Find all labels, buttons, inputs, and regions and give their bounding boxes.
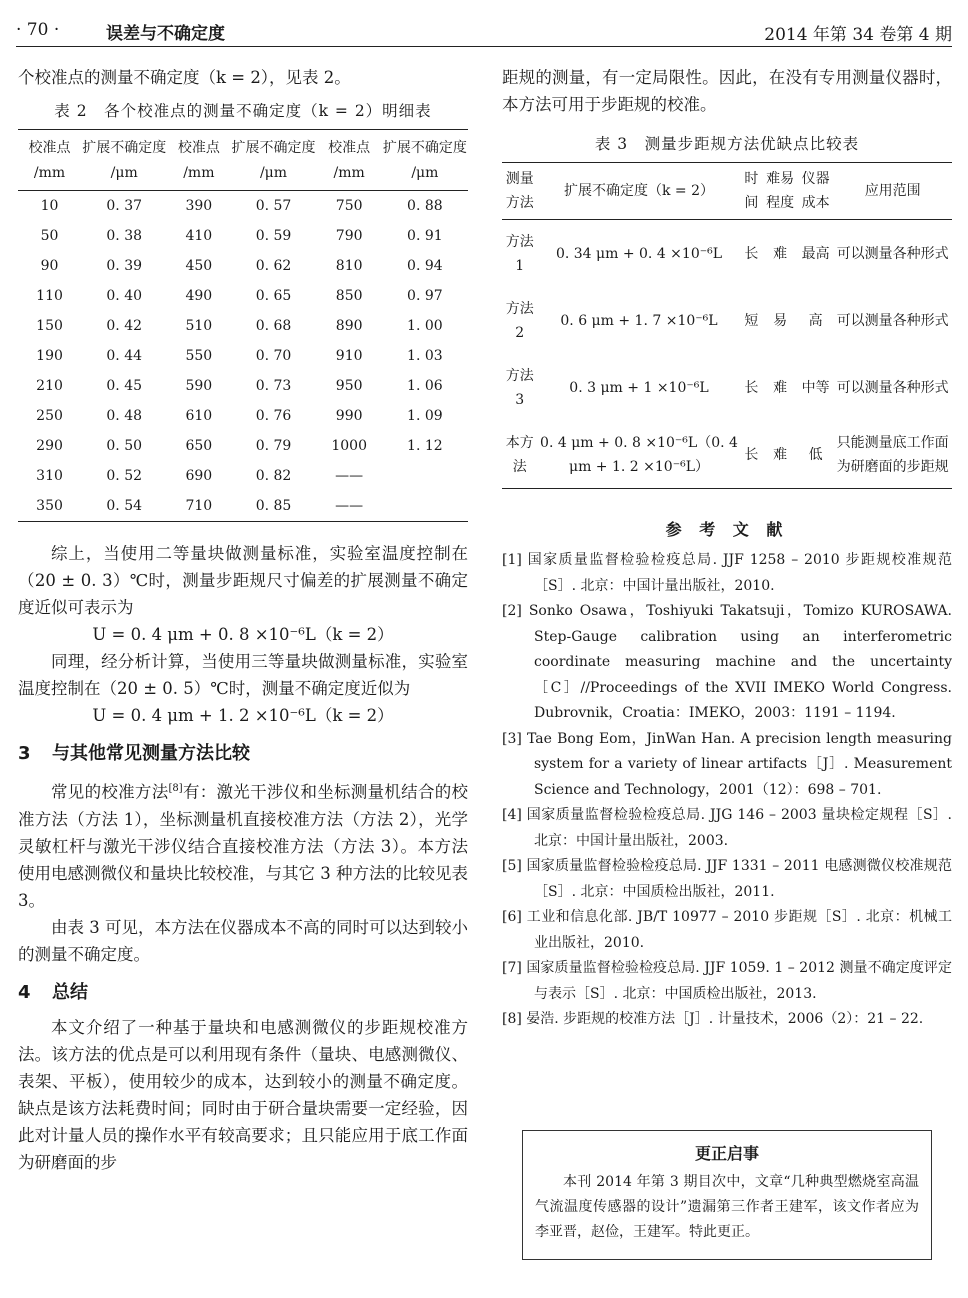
table-cell: 0. 65 xyxy=(255,288,292,304)
table-row xyxy=(18,251,468,281)
paragraph: 同理，经分析计算，当使用三等量块做测量标准，实验室温度控制在（20 ± 0. 5）℃时，测量不确定度近似为 xyxy=(18,652,468,698)
table-cell: 790 xyxy=(335,228,363,244)
table-cell: 0. 73 xyxy=(255,378,292,394)
table-cell: 650 xyxy=(185,438,213,454)
table-cell: 610 xyxy=(185,408,213,424)
table-cell: 990 xyxy=(335,408,363,424)
table-cell: 390 xyxy=(185,198,213,214)
table-row xyxy=(18,191,468,222)
table-cell: 550 xyxy=(185,348,213,364)
table3-header: 扩展不确定度（k = 2） xyxy=(538,163,741,220)
table-cell: 方法 3 xyxy=(505,367,534,408)
table3-caption: 表 3 测量步距规方法优缺点比较表 xyxy=(594,135,860,153)
table-cell: 590 xyxy=(185,378,213,394)
table-cell: 可以测量各种形式 xyxy=(836,245,949,262)
formula-1: U = 0. 4 μm + 0. 8 ×10⁻⁶L（k = 2） xyxy=(92,625,394,644)
table-cell: 0. 48 xyxy=(106,408,143,424)
table-cell: 0. 3 μm + 1 ×10⁻⁶L xyxy=(569,379,709,396)
table-cell: 方法 1 xyxy=(505,233,534,274)
table-cell: 890 xyxy=(335,318,363,334)
reference-item: [3] Tae Bong Eom，JinWan Han. A precision length measuring system for a variety of linear artifacts［J］. Measurement Science and Technology，2001（12）：698 – 701. xyxy=(502,730,952,798)
table-row xyxy=(18,221,468,251)
table-cell xyxy=(382,491,468,522)
table-row xyxy=(502,354,952,421)
table-cell: 210 xyxy=(36,378,63,394)
table-row xyxy=(18,341,468,371)
table-cell: 0. 57 xyxy=(255,198,292,214)
table-cell: 0. 94 xyxy=(407,258,443,274)
issue-info: 2014 年第 34 卷第 4 期 xyxy=(764,25,952,45)
table3-header: 仪器成本 xyxy=(798,163,834,220)
table-row xyxy=(18,311,468,341)
table-cell: 350 xyxy=(36,498,63,514)
paragraph: 综上，当使用二等量块做测量标准，实验室温度控制在（20 ± 0. 3）℃时，测量步距规尺寸偏差的扩展测量不确定度近似可表示为 xyxy=(18,544,468,617)
table2-header: 校准点 /mm xyxy=(317,130,382,191)
table-cell: 方法 2 xyxy=(505,300,534,341)
table-cell: 710 xyxy=(185,498,213,514)
table3-header: 时间 xyxy=(740,163,762,220)
table-cell: 0. 97 xyxy=(407,288,443,304)
table-cell: 450 xyxy=(185,258,213,274)
table-row xyxy=(18,401,468,431)
table-cell: 750 xyxy=(335,198,363,214)
table-cell: 110 xyxy=(36,288,63,304)
table-cell: 150 xyxy=(36,318,63,334)
table-cell: 190 xyxy=(36,348,63,364)
paragraph: 个校准点的测量不确定度（k = 2），见表 2。 xyxy=(18,68,351,87)
table-cell: 0. 34 μm + 0. 4 ×10⁻⁶L xyxy=(555,245,723,262)
table2-header: 校准点 /mm xyxy=(18,130,81,191)
table-cell: 0. 76 xyxy=(255,408,292,424)
table2-header: 扩展不确定度 /μm xyxy=(230,130,316,191)
table-row xyxy=(18,281,468,311)
table-cell: 0. 50 xyxy=(106,438,143,454)
paragraph: 由表 3 可见，本方法在仪器成本不高的同时可以达到较小的测量不确定度。 xyxy=(18,917,468,964)
table-cell: 0. 54 xyxy=(106,498,143,514)
table-cell: 0. 70 xyxy=(255,348,292,364)
left-column xyxy=(18,64,468,1176)
table-cell: 850 xyxy=(335,288,363,304)
table-cell: 0. 59 xyxy=(255,228,292,244)
table3-header: 难易程度 xyxy=(762,163,798,220)
table-cell: 0. 45 xyxy=(106,378,143,394)
table-cell: 50 xyxy=(40,228,59,244)
table-cell: 310 xyxy=(36,468,63,484)
section-3-heading: 3 与其他常见测量方法比较 xyxy=(18,743,250,764)
table-row xyxy=(18,431,468,461)
reference-item: [8] 晏浩. 步距规的校准方法［J］. 计量技术，2006（2）：21 – 22. xyxy=(502,1011,924,1027)
page-number: · 70 · xyxy=(16,20,60,40)
table-cell xyxy=(382,461,468,491)
table-cell: 可以测量各种形式 xyxy=(836,312,949,329)
reference-item: [6] 工业和信息化部. JB/T 10977 – 2010 步距规［S］. 北京：机械工业出版社，2010. xyxy=(502,909,952,951)
table2-caption: 表 2 各个校准点的测量不确定度（k = 2）明细表 xyxy=(54,102,432,120)
table-cell: 0. 88 xyxy=(407,198,443,214)
table-cell: 难 xyxy=(773,245,788,262)
table3-header: 测量方法 xyxy=(502,163,538,220)
table-cell: —— xyxy=(335,498,364,514)
table-cell: 0. 91 xyxy=(407,228,443,244)
references-title: 参 考 文 献 xyxy=(665,520,789,539)
table-cell: 0. 68 xyxy=(255,318,292,334)
table-cell: 高 xyxy=(808,312,823,329)
table-cell: 490 xyxy=(185,288,213,304)
table-row xyxy=(18,371,468,401)
right-column xyxy=(502,64,952,1033)
table-cell: 难 xyxy=(773,446,788,463)
table-cell: 只能测量底工作面为研磨面的步距规 xyxy=(836,434,949,475)
table-cell: 0. 40 xyxy=(106,288,143,304)
table-cell: 950 xyxy=(335,378,363,394)
table-cell: 本方法 xyxy=(505,434,534,475)
table-cell: 0. 44 xyxy=(106,348,143,364)
table-cell: 0. 37 xyxy=(106,198,143,214)
table-cell: 0. 4 μm + 0. 8 ×10⁻⁶L（0. 4 μm + 1. 2 ×10⁻⁶L） xyxy=(540,434,738,475)
table-cell: 1000 xyxy=(331,438,367,454)
table-cell: 90 xyxy=(40,258,59,274)
table2-header: 扩展不确定度 /μm xyxy=(81,130,167,191)
table-cell: 难 xyxy=(773,379,788,396)
table-cell: 690 xyxy=(185,468,213,484)
table-cell: 0. 42 xyxy=(106,318,143,334)
reference-item: [5] 国家质量监督检验检疫总局. JJF 1331 – 2011 电感测微仪校准规范［S］. 北京：中国质检出版社，2011. xyxy=(502,858,952,900)
table-cell: 1. 09 xyxy=(407,408,443,424)
table-cell: 1. 00 xyxy=(407,318,443,334)
table-cell: 0. 82 xyxy=(255,468,292,484)
paragraph: 本文介绍了一种基于量块和电感测微仪的步距规校准方法。该方法的优点是可以利用现有条件（量块、电感测微仪、表架、平板），使用较少的成本，达到较小的测量不确定度。缺点是该方法耗费时间；同时由于研合量块需要一定经验，因此对计量人员的操作水平有较高要求；且只能应用于底工作面为研磨面的步 xyxy=(18,1017,468,1172)
reference-item: [1] 国家质量监督检验检疫总局. JJF 1258 – 2010 步距规校准规范［S］. 北京：中国计量出版社，2010. xyxy=(502,552,952,594)
paragraph: 距规的测量，有一定局限性。因此，在没有专用测量仪器时，本方法可用于步距规的校准。 xyxy=(502,68,952,114)
table-cell: 0. 6 μm + 1. 7 ×10⁻⁶L xyxy=(560,312,718,329)
references-list xyxy=(502,548,952,1033)
table-cell: 1. 12 xyxy=(407,438,443,454)
reference-item: [7] 国家质量监督检验检疫总局. JJF 1059. 1 – 2012 测量不确定度评定与表示［S］. 北京：中国质检出版社，2013. xyxy=(502,960,952,1002)
reference-item: [2] Sonko Osawa，Toshiyuki Takatsuji，Tomizo KUROSAWA. Step-Gauge calibration using an interferometric coordinate measuring machine and the uncertainty［C］//Proceedings of the XVII IMEKO World Congress. Dubrovnik，Croatia：IMEKO，2003：1191 – 1194. xyxy=(502,603,952,721)
journal-section: 误差与不确定度 xyxy=(106,24,225,44)
table-cell: 810 xyxy=(335,258,363,274)
table-row xyxy=(502,421,952,489)
table-cell: 长 xyxy=(744,379,759,396)
formula-2: U = 0. 4 μm + 1. 2 ×10⁻⁶L（k = 2） xyxy=(92,706,394,725)
notice-title: 更正启事 xyxy=(694,1144,759,1163)
table-cell: 最高 xyxy=(801,245,830,262)
table-cell: 410 xyxy=(185,228,213,244)
table-cell: 可以测量各种形式 xyxy=(836,379,949,396)
table-cell: 易 xyxy=(773,312,788,329)
table-cell: 0. 85 xyxy=(255,498,292,514)
table-cell: 短 xyxy=(744,312,759,329)
table-cell: 0. 38 xyxy=(106,228,143,244)
table3-header: 应用范围 xyxy=(833,163,952,220)
section-4-heading: 4 总结 xyxy=(18,981,88,1003)
table-cell: —— xyxy=(335,468,364,484)
table3 xyxy=(502,162,952,489)
table2-header: 扩展不确定度 /μm xyxy=(382,130,468,191)
table-row xyxy=(18,491,468,522)
table-cell: 1. 06 xyxy=(407,378,443,394)
table-cell: 长 xyxy=(744,446,759,463)
table-cell: 250 xyxy=(36,408,63,424)
paragraph: 常见的校准方法[8]有：激光干涉仪和坐标测量机结合的校准方法（方法 1），坐标测量机直接校准方法（方法 2），光学灵敏杠杆与激光干涉仪结合直接校准方法（方法 3）。本方法使用电感测微仪和量块比较校准，与其它 3 种方法的比较见表 3。 xyxy=(18,782,469,910)
table-cell: 10 xyxy=(40,198,59,214)
table-row xyxy=(502,220,952,288)
table-cell: 1. 03 xyxy=(407,348,443,364)
table-row xyxy=(18,461,468,491)
page-header xyxy=(16,14,952,47)
table-cell: 长 xyxy=(744,245,759,262)
table-cell: 0. 79 xyxy=(255,438,292,454)
reference-item: [4] 国家质量监督检验检疫总局. JJG 146 – 2003 量块检定规程［S］. 北京：中国计量出版社，2003. xyxy=(502,807,952,849)
table2 xyxy=(18,129,468,522)
table-cell: 0. 62 xyxy=(255,258,292,274)
table-cell: 低 xyxy=(808,446,823,463)
table-cell: 中等 xyxy=(801,379,830,396)
table-cell: 510 xyxy=(185,318,213,334)
table-cell: 290 xyxy=(36,438,63,454)
table2-header: 校准点 /mm xyxy=(167,130,230,191)
table-row xyxy=(502,287,952,354)
table-cell: 910 xyxy=(335,348,363,364)
table-cell: 0. 52 xyxy=(106,468,143,484)
correction-notice xyxy=(522,1130,932,1260)
table-cell: 0. 39 xyxy=(106,258,143,274)
citation: [8] xyxy=(168,783,183,794)
notice-text: 本刊 2014 年第 3 期目次中，文章“几种典型燃烧室高温气流温度传感器的设计”遗漏第三作者王建军，该文作者应为李亚晋，赵俭，王建军。特此更正。 xyxy=(535,1174,919,1240)
